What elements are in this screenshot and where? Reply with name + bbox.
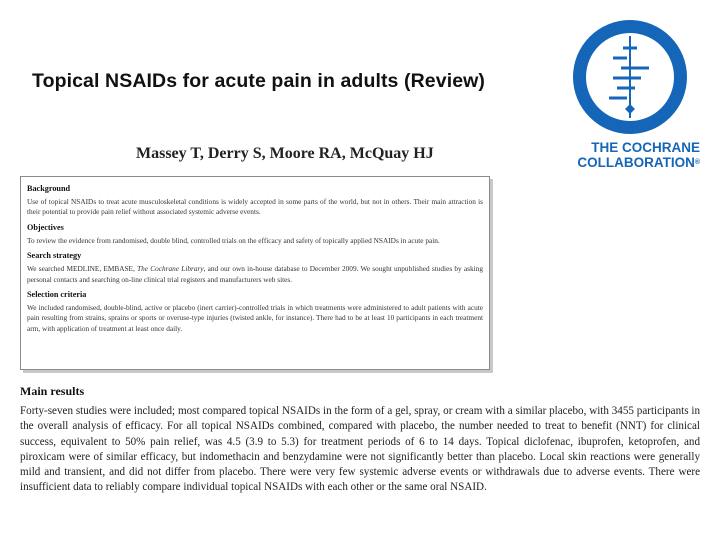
registered-mark: ®: [694, 159, 700, 166]
search-text-end: , and our own in-house database to December 2009. We sought unpublished studies by asking personal contacts and searching on-line clinical trial registers and manufacturers web sites.: [27, 264, 483, 284]
search-text-library: The Cochrane Library: [137, 264, 204, 274]
abstract-box: [20, 176, 490, 370]
selection-criteria-text: We included randomised, double-blind, active or placebo (inert carrier)-controlled trials in which treatments were administered to adult patients with acute pain resulting from strains, sprains or sports or overuse-type injuries (twisted ankle, for instance). There had to be at least 10 participants in each treatment arm, with application of treatment at least once daily.: [27, 303, 483, 333]
logo-text: [560, 140, 700, 170]
cochrane-emblem-icon: [569, 16, 691, 138]
main-results-text: Forty-seven studies were included; most compared topical NSAIDs in the form of a gel, spray, or cream with a similar placebo, with 3455 participants in the overall analysis of efficacy. For all topical NSAIDs combined, compared with placebo, the number needed to treat to benefit (NNT) for clinical success, equivalent to 50% pain relief, was 4.5 (3.9 to 5.3) for treatment periods of 6 to 14 days. Topical diclofenac, ibuprofen, ketoprofen, and piroxicam were of similar efficacy, but indomethacin and benzydamine were not significantly better than placebo. Local skin reactions were generally mild and transient, and did not differ from placebo. There were very few systemic adverse events or withdrawals due to adverse events. There were insufficient data to reliably compare individual topical NSAIDs with each other or the same oral NSAID.: [20, 405, 700, 494]
objectives-heading: Objectives: [27, 222, 64, 232]
objectives-text: To review the evidence from randomised, double blind, controlled trials on the efficacy and safety of topically applied NSAIDs in acute pain.: [27, 235, 440, 245]
logo-line-1: THE COCHRANE: [591, 140, 700, 155]
author-list: Massey T, Derry S, Moore RA, McQuay HJ: [136, 145, 434, 162]
search-text-start: We searched MEDLINE, EMBASE,: [27, 264, 138, 274]
background-text: Use of topical NSAIDs to treat acute musculoskeletal conditions is widely accepted in some parts of the world, but not in others. Their main attraction is their potential to provide pain relief without associated systemic adverse events.: [27, 197, 483, 217]
selection-criteria-heading: Selection criteria: [27, 290, 87, 300]
logo-line-2: COLLABORATION: [577, 155, 695, 170]
search-strategy-text: [27, 264, 483, 285]
page-title: Topical NSAIDs for acute pain in adults (Review): [32, 70, 486, 92]
search-strategy-heading: Search strategy: [27, 251, 82, 261]
main-results-heading: Main results: [20, 384, 85, 398]
cochrane-logo: [560, 16, 700, 176]
background-heading: Background: [27, 184, 71, 193]
